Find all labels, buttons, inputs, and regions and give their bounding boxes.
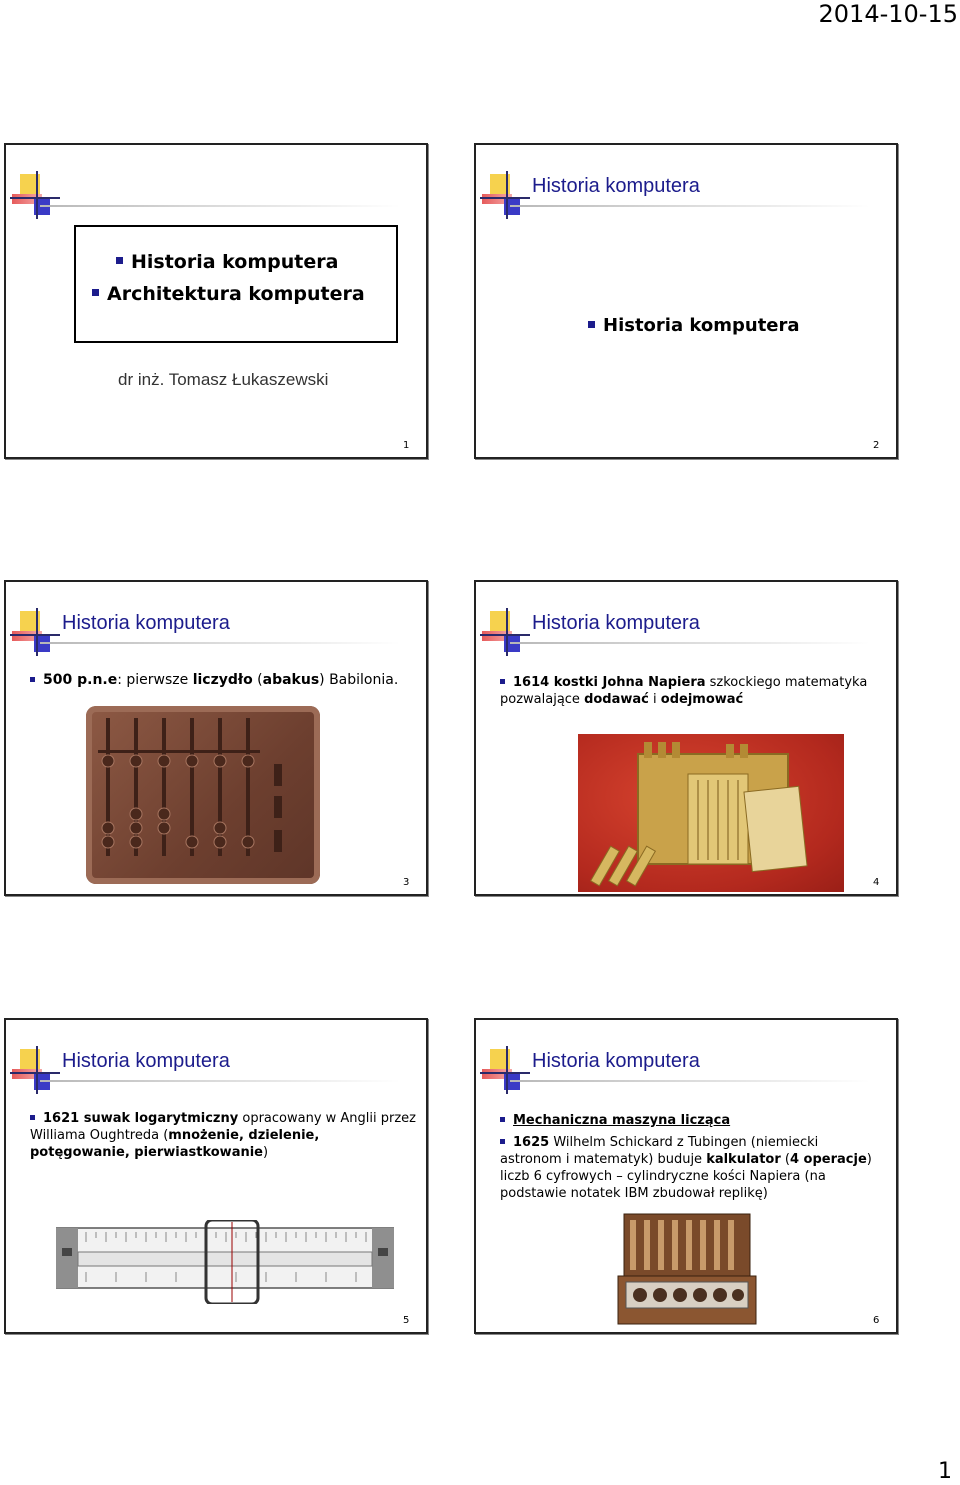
bullet-item: 1625 Wilhelm Schickard z Tubingen (niemiecki astronom i matematyk) buduje kalkulator (4 operacje) liczb 6 cyfrowych – cylindryczne kości Napiera (na podstawie notatek IBM zbudował replikę) bbox=[500, 1135, 872, 1201]
page-number: 1 bbox=[938, 1459, 952, 1484]
bullet-square-icon bbox=[30, 1115, 35, 1120]
slide-logo-icon bbox=[10, 608, 62, 660]
bullet-item: 1614 kostki Johna Napiera szkockiego matematyka pozwalające dodawać i odejmować bbox=[500, 675, 868, 707]
bullet-item: Historia komputera bbox=[588, 315, 800, 336]
slide-number: 1 bbox=[403, 440, 410, 451]
title-rule bbox=[510, 205, 870, 207]
abacus-image bbox=[86, 706, 320, 884]
slide-logo-icon bbox=[10, 1046, 62, 1098]
title-rule bbox=[510, 642, 870, 644]
slide-title: Historia komputera bbox=[532, 1050, 700, 1072]
slide-logo-icon bbox=[10, 171, 62, 223]
title-box-line-1: Historia komputera bbox=[116, 251, 338, 273]
title-rule bbox=[40, 205, 400, 207]
title-rule bbox=[40, 642, 400, 644]
slide-3 bbox=[4, 580, 428, 896]
slide-number: 3 bbox=[403, 877, 410, 888]
slide-6 bbox=[474, 1018, 898, 1334]
slide-5 bbox=[4, 1018, 428, 1334]
bullet-square-icon bbox=[588, 321, 595, 328]
slide-number: 4 bbox=[873, 877, 880, 888]
slide-2 bbox=[474, 143, 898, 459]
title-rule bbox=[40, 1080, 400, 1082]
slide-1 bbox=[4, 143, 428, 459]
slide-title: Historia komputera bbox=[62, 612, 230, 634]
bullet-square-icon bbox=[500, 1117, 505, 1122]
bullet-square-icon bbox=[500, 679, 505, 684]
slide-logo-icon bbox=[480, 1046, 532, 1098]
bullet-item: 1621 suwak logarytmiczny opracowany w Anglii przez Williama Oughtreda (mnożenie, dzielenie, potęgowanie, pierwiastkowanie) bbox=[30, 1111, 417, 1160]
napier-bones-image bbox=[578, 734, 844, 892]
bullet-square-icon bbox=[92, 289, 99, 296]
slide-title: Historia komputera bbox=[532, 175, 700, 197]
slide-number: 2 bbox=[873, 440, 880, 451]
slide-4 bbox=[474, 580, 898, 896]
slide-number: 6 bbox=[873, 1315, 880, 1326]
title-rule bbox=[510, 1080, 870, 1082]
schickard-calculator-image bbox=[614, 1208, 760, 1328]
bullet-square-icon bbox=[500, 1139, 505, 1144]
slide-rule-image bbox=[56, 1220, 394, 1304]
slide-logo-icon bbox=[480, 171, 532, 223]
slide-title: Historia komputera bbox=[532, 612, 700, 634]
bullet-square-icon bbox=[116, 257, 123, 264]
title-box bbox=[74, 225, 398, 343]
bullet-square-icon bbox=[30, 677, 35, 682]
page-date: 2014-10-15 bbox=[818, 0, 958, 28]
bullet-heading: Mechaniczna maszyna licząca bbox=[500, 1112, 880, 1129]
slide-logo-icon bbox=[480, 608, 532, 660]
slide-number: 5 bbox=[403, 1315, 410, 1326]
author: dr inż. Tomasz Łukaszewski bbox=[118, 370, 329, 389]
title-box-line-2: Architektura komputera bbox=[92, 283, 365, 305]
slide-title: Historia komputera bbox=[62, 1050, 230, 1072]
bullet-item: 500 p.n.e: pierwsze liczydło (abakus) Babilonia. bbox=[30, 672, 410, 689]
